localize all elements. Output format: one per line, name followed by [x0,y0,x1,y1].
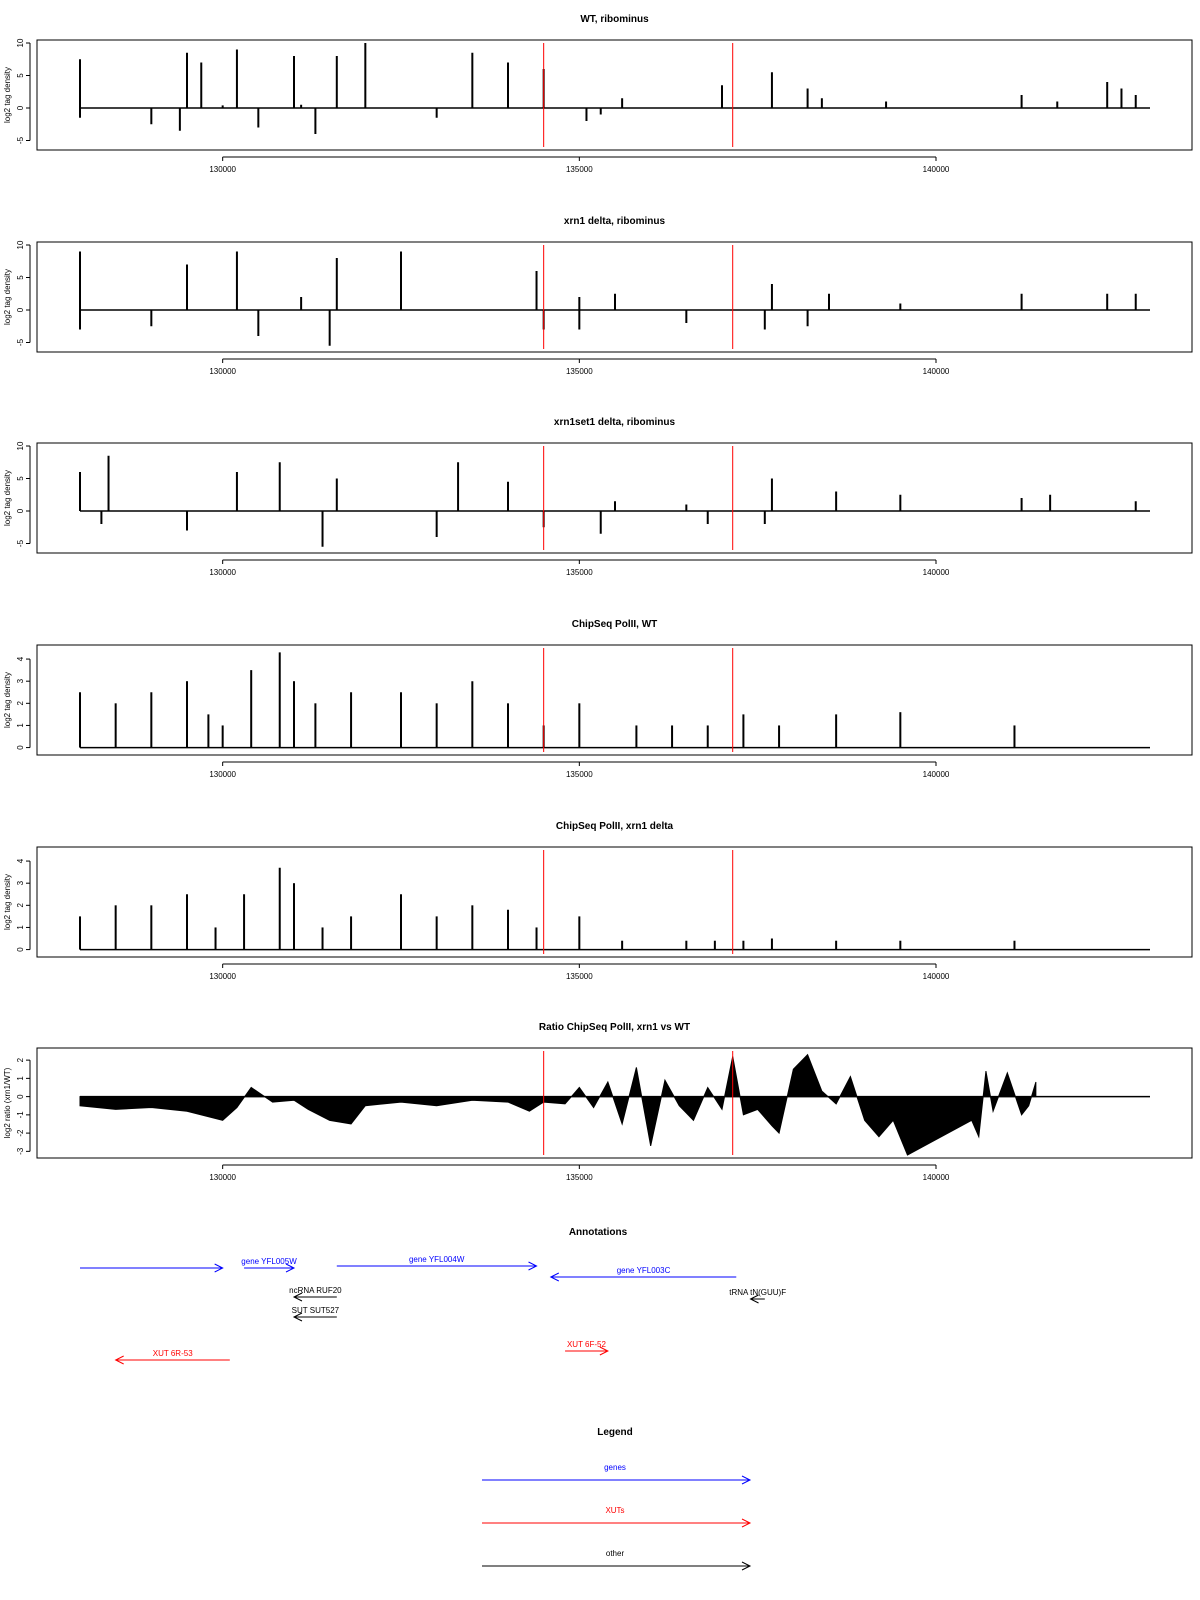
x-tick-label: 135000 [565,770,593,779]
x-tick-label: 140000 [922,568,950,577]
x-tick-label: 140000 [922,367,950,376]
feature-label: SUT SUT527 [291,1306,340,1315]
legend-panel [482,1427,750,1570]
chart-title: xrn1 delta, ribominus [563,216,666,227]
y-tick-label: 2 [16,1057,25,1063]
y-tick-label: -5 [16,338,25,347]
chart-title: xrn1set1 delta, ribominus [553,417,676,428]
y-axis-label: log2 tag density [3,469,12,527]
x-tick-label: 130000 [209,1173,237,1182]
plot-frame [37,40,1192,150]
y-axis-label: log2 tag density [3,268,12,326]
chart-panel-4 [3,619,1192,779]
y-tick-label: 3 [16,678,25,684]
y-tick-label: 0 [16,745,25,750]
annotations-panel [80,1227,786,1364]
y-tick-label: 4 [16,858,25,864]
y-tick-label: 2 [16,903,25,908]
x-tick-label: 135000 [565,568,593,577]
legend-item-label: other [605,1549,625,1558]
y-tick-label: 10 [16,441,25,451]
y-tick-label: 1 [16,1076,25,1081]
y-axis-label: log2 tag density [3,671,12,729]
legend-item-label: genes [604,1463,626,1472]
x-tick-label: 130000 [209,972,237,981]
y-tick-label: -5 [16,136,25,145]
ratio-area [80,1055,1036,1155]
feature-label: XUT 6R-53 [152,1349,193,1358]
y-tick-label: 0 [16,307,25,313]
annotations-title: Annotations [568,1227,628,1238]
chart-title: Ratio ChipSeq PolII, xrn1 vs WT [538,1022,691,1033]
y-tick-label: -1 [16,1111,25,1119]
x-tick-label: 140000 [922,1173,950,1182]
y-tick-label: 10 [16,240,25,250]
y-tick-label: 5 [16,73,25,78]
y-axis-label: log2 ratio (xrn1/WT) [3,1067,12,1139]
x-tick-label: 130000 [209,770,237,779]
x-tick-label: 135000 [565,165,593,174]
plot-frame [37,645,1192,755]
y-axis-label: log2 tag density [3,873,12,931]
feature-label: gene YFL004W [408,1255,465,1264]
feature-label: XUT 6F-52 [566,1340,606,1349]
y-tick-label: 1 [16,925,25,930]
chart-title: ChipSeq PolII, xrn1 delta [555,821,674,832]
x-tick-label: 130000 [209,367,237,376]
x-tick-label: 140000 [922,770,950,779]
y-tick-label: 3 [16,880,25,886]
x-tick-label: 140000 [922,972,950,981]
y-tick-label: 0 [16,508,25,514]
feature-label: tRNA tN(GUU)F [729,1288,787,1297]
x-tick-label: 135000 [565,367,593,376]
chart-panel-1 [3,14,1192,174]
x-tick-label: 130000 [209,165,237,174]
feature-label: gene YFL005W [241,1257,297,1266]
y-tick-label: -3 [16,1147,25,1155]
x-tick-label: 135000 [565,1173,593,1182]
y-tick-label: 0 [16,1094,25,1099]
chart-title: WT, ribominus [580,14,649,25]
y-tick-label: -2 [16,1129,25,1137]
y-tick-label: 1 [16,723,25,728]
y-tick-label: 0 [16,105,25,111]
x-tick-label: 130000 [209,568,237,577]
x-tick-label: 140000 [922,165,950,174]
chart-panel-3 [3,417,1192,577]
chart-panel-6 [3,1022,1192,1182]
legend-title: Legend [597,1427,633,1438]
legend-item-label: XUTs [605,1506,625,1515]
y-tick-label: 10 [16,38,25,48]
y-tick-label: 5 [16,275,25,280]
y-tick-label: 0 [16,947,25,952]
chart-title: ChipSeq PolII, WT [571,619,658,630]
y-axis-label: log2 tag density [3,66,12,124]
y-tick-label: 2 [16,701,25,706]
chart-panel-2 [3,216,1192,376]
y-tick-label: 4 [16,656,25,662]
feature-label: ncRNA RUF20 [289,1286,342,1295]
plot-frame [37,847,1192,957]
x-tick-label: 135000 [565,972,593,981]
plot-frame [37,443,1192,553]
feature-label: gene YFL003C [616,1266,671,1275]
y-tick-label: 5 [16,476,25,481]
y-tick-label: -5 [16,539,25,548]
chart-panel-5 [3,821,1192,981]
